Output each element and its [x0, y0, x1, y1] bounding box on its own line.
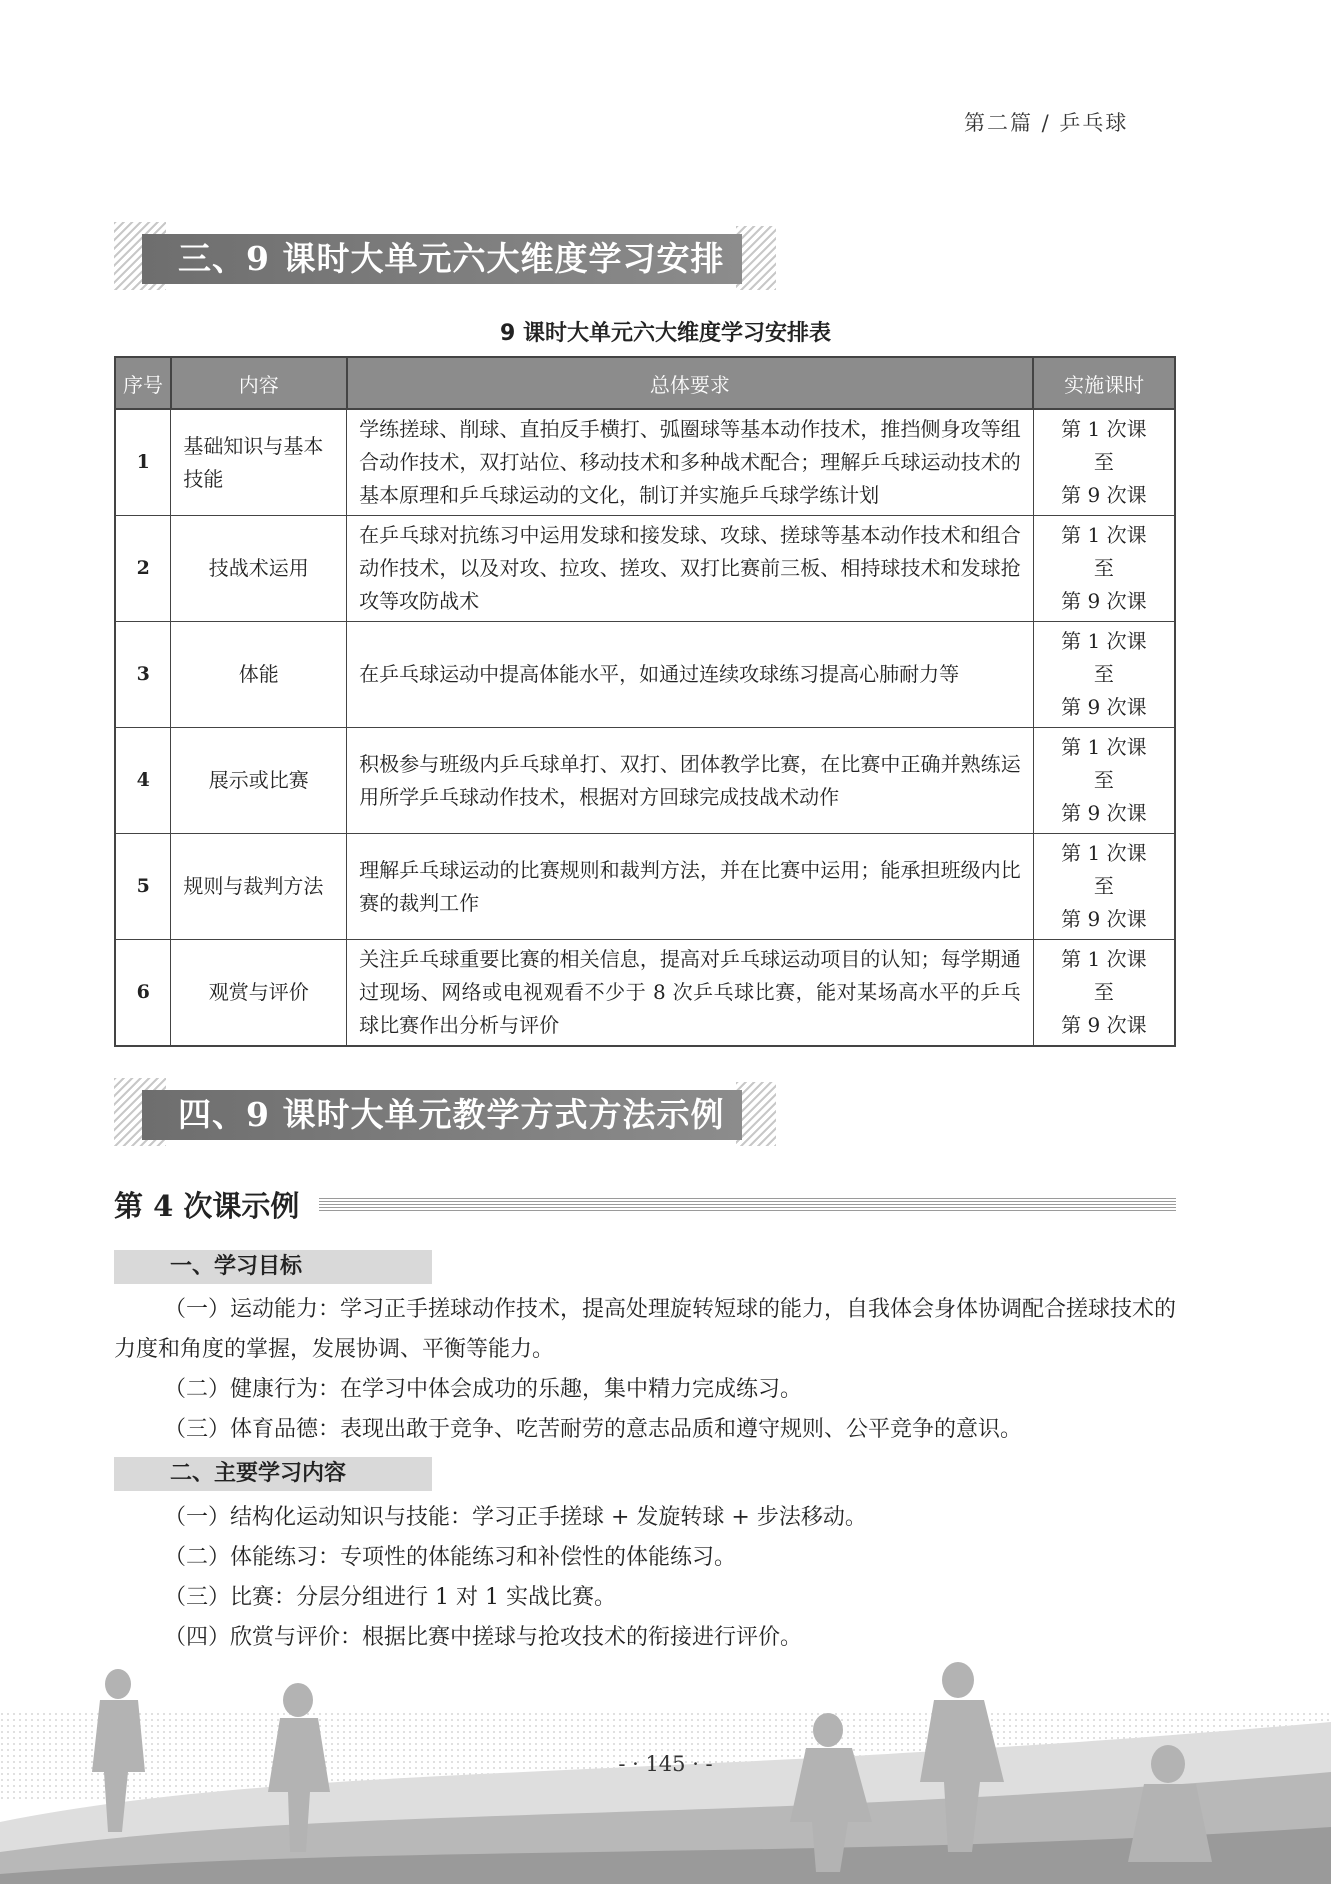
time-end: 第 9 次课 — [1061, 801, 1147, 825]
heading-rule-lines — [314, 1198, 1176, 1212]
goal-text: （一）运动能力：学习正手搓球动作技术，提高处理旋转短球的能力，自我体会身体协调配合搓球技术的力度和角度的掌握，发展协调、平衡等能力。 — [114, 1297, 1177, 1362]
row-requirement: 积极参与班级内乒乓球单打、双打、团体教学比赛，在比赛中正确并熟练运用所学乒乓球动作技术，根据对方回球完成技战术动作 — [347, 728, 1034, 834]
section-4-title: 四、9 课时大单元教学方式方法示例 — [142, 1090, 742, 1140]
time-start: 第 1 次课 — [1061, 417, 1147, 441]
row-content: 规则与裁判方法 — [171, 834, 347, 940]
row-content: 体能 — [171, 622, 347, 728]
time-end: 第 9 次课 — [1061, 1013, 1147, 1037]
row-number: 4 — [115, 728, 171, 834]
content-item — [114, 1498, 1176, 1538]
row-time — [1033, 409, 1175, 516]
time-start: 第 1 次课 — [1061, 523, 1147, 547]
row-time — [1033, 622, 1175, 728]
time-mid: 至 — [1093, 450, 1114, 474]
goal-item — [114, 1370, 1176, 1410]
content-text: （三）比赛：分层分组进行 1 对 1 实战比赛。 — [164, 1585, 616, 1610]
time-mid: 至 — [1093, 980, 1114, 1004]
banner-hatch-decoration — [736, 1082, 776, 1146]
content-text: （四）欣赏与评价：根据比赛中搓球与抢攻技术的衔接进行评价。 — [164, 1625, 803, 1650]
time-end: 第 9 次课 — [1061, 695, 1147, 719]
table-row — [115, 728, 1175, 834]
row-number: 3 — [115, 622, 171, 728]
time-mid: 至 — [1093, 556, 1114, 580]
row-requirement: 学练搓球、削球、直拍反手横打、弧圈球等基本动作技术，推挡侧身攻等组合动作技术，双打站位、移动技术和多种战术配合；理解乒乓球运动技术的基本原理和乒乓球运动的文化，制订并实施乒乓球学练计划 — [347, 409, 1034, 516]
player-silhouette-left — [105, 1669, 131, 1699]
header-cell: 内容 — [171, 357, 347, 409]
row-time — [1033, 516, 1175, 622]
goal-text: （三）体育品德：表现出敢于竞争、吃苦耐劳的意志品质和遵守规则、公平竞争的意识。 — [164, 1417, 1023, 1442]
player-silhouette-center — [813, 1713, 843, 1747]
page-number: - · 145 · - — [618, 1752, 713, 1776]
learning-plan-table — [114, 356, 1176, 1047]
player-silhouette-right — [942, 1662, 974, 1698]
section-4-banner — [114, 1078, 776, 1146]
time-mid: 至 — [1093, 874, 1114, 898]
time-end: 第 9 次课 — [1061, 907, 1147, 931]
row-requirement: 在乒乓球对抗练习中运用发球和接发球、攻球、搓球等基本动作技术和组合动作技术，以及对攻、拉攻、搓攻、双打比赛前三板、相持球技术和发球抢攻等攻防战术 — [347, 516, 1034, 622]
header-cell: 实施课时 — [1033, 357, 1175, 409]
table-row — [115, 622, 1175, 728]
table-row — [115, 940, 1175, 1047]
section-3-banner — [114, 222, 776, 290]
banner-hatch-decoration — [736, 226, 776, 290]
content-item — [114, 1538, 1176, 1578]
content-item — [114, 1578, 1176, 1618]
content-text: （二）体能练习：专项性的体能练习和补偿性的体能练习。 — [164, 1545, 737, 1570]
time-mid: 至 — [1093, 768, 1114, 792]
row-content: 技战术运用 — [171, 516, 347, 622]
row-number: 5 — [115, 834, 171, 940]
content-text: （一）结构化运动知识与技能：学习正手搓球 + 发旋转球 + 步法移动。 — [164, 1505, 867, 1530]
row-content: 展示或比赛 — [171, 728, 347, 834]
goal-item — [114, 1290, 1176, 1370]
row-requirement: 理解乒乓球运动的比赛规则和裁判方法，并在比赛中运用；能承担班级内比赛的裁判工作 — [347, 834, 1034, 940]
table-row — [115, 409, 1175, 516]
table-row — [115, 834, 1175, 940]
time-end: 第 9 次课 — [1061, 483, 1147, 507]
time-start: 第 1 次课 — [1061, 947, 1147, 971]
lesson-heading — [114, 1184, 1176, 1224]
row-time — [1033, 728, 1175, 834]
table-row — [115, 516, 1175, 622]
time-start: 第 1 次课 — [1061, 841, 1147, 865]
table-caption: 9 课时大单元六大维度学习安排表 — [500, 321, 831, 346]
header-cell: 序号 — [115, 357, 171, 409]
time-start: 第 1 次课 — [1061, 629, 1147, 653]
row-time — [1033, 834, 1175, 940]
row-number: 1 — [115, 409, 171, 516]
row-number: 2 — [115, 516, 171, 622]
running-head: 第二篇 / 乒乓球 — [964, 111, 1129, 135]
table-header-row — [115, 357, 1175, 409]
section-3-title: 三、9 课时大单元六大维度学习安排 — [142, 234, 742, 284]
time-start: 第 1 次课 — [1061, 735, 1147, 759]
header-cell: 总体要求 — [347, 357, 1034, 409]
lesson-title: 第 4 次课示例 — [114, 1184, 319, 1225]
goal-item — [114, 1410, 1176, 1450]
goals-heading: 一、学习目标 — [114, 1250, 432, 1284]
goal-text: （二）健康行为：在学习中体会成功的乐趣，集中精力完成练习。 — [164, 1377, 803, 1402]
row-number: 6 — [115, 940, 171, 1047]
row-requirement: 在乒乓球运动中提高体能水平，如通过连续攻球练习提高心肺耐力等 — [347, 622, 1034, 728]
row-content: 观赏与评价 — [171, 940, 347, 1047]
time-mid: 至 — [1093, 662, 1114, 686]
player-silhouette-child — [283, 1683, 313, 1717]
time-end: 第 9 次课 — [1061, 589, 1147, 613]
row-requirement: 关注乒乓球重要比赛的相关信息，提高对乒乓球运动项目的认知；每学期通过现场、网络或电视观看不少于 8 次乒乓球比赛，能对某场高水平的乒乓球比赛作出分析与评价 — [347, 940, 1034, 1047]
row-content: 基础知识与基本技能 — [171, 409, 347, 516]
row-time — [1033, 940, 1175, 1047]
content-heading: 二、主要学习内容 — [114, 1457, 432, 1491]
